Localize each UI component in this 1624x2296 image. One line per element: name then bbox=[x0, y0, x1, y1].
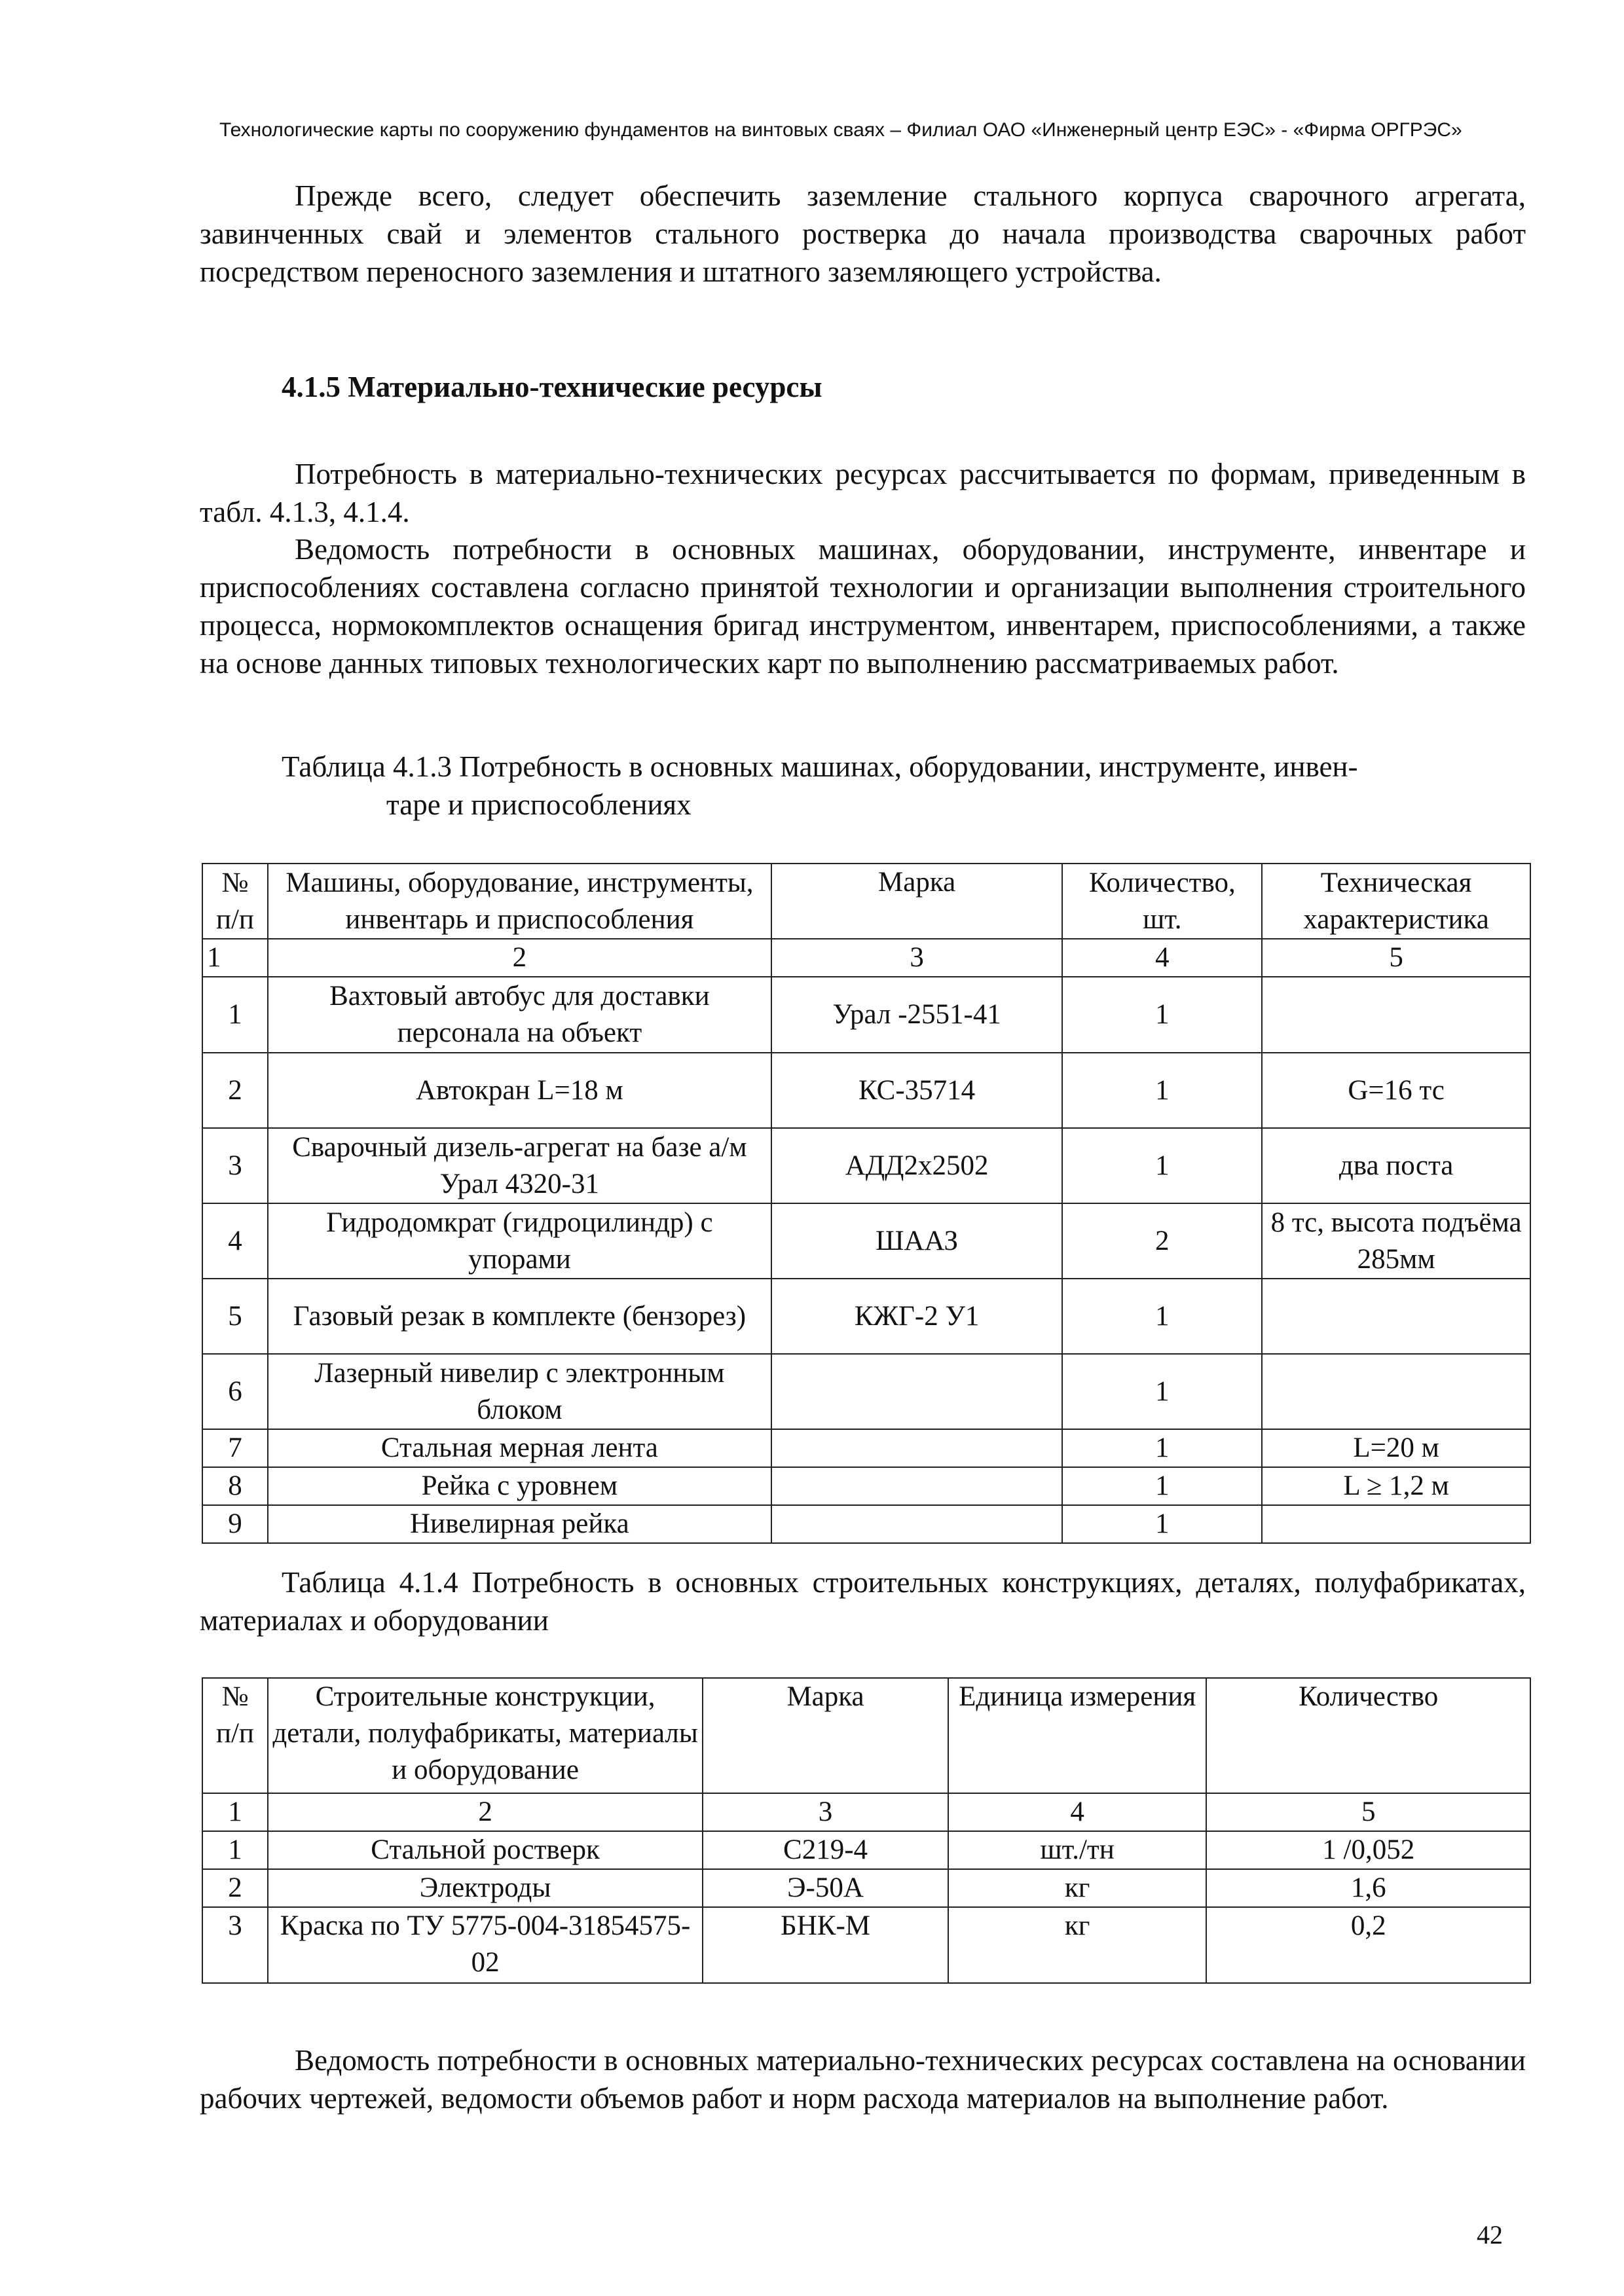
cell-brand: Урал -2551-41 bbox=[771, 977, 1063, 1053]
cell-name: Стальная мерная лента bbox=[268, 1429, 771, 1467]
cell-spec: G=16 тс bbox=[1262, 1053, 1530, 1128]
header-cell: Количество bbox=[1206, 1678, 1530, 1793]
header-cell: Строительные конструкции, детали, полуфабрикаты, материалы и оборудование bbox=[268, 1678, 703, 1793]
table-row bbox=[202, 1128, 1530, 1203]
header-cell: Марка bbox=[771, 864, 1063, 939]
cell-unit: шт./тн bbox=[948, 1831, 1207, 1869]
cell-spec bbox=[1262, 977, 1530, 1053]
table-row bbox=[202, 1467, 1530, 1505]
table-row bbox=[202, 1053, 1530, 1128]
table-row bbox=[202, 977, 1530, 1053]
column-number: 5 bbox=[1206, 1793, 1530, 1831]
cell-quantity: 1 /0,052 bbox=[1206, 1831, 1530, 1869]
cell-name: Газовый резак в комплекте (бензорез) bbox=[268, 1279, 771, 1354]
cell-unit: кг bbox=[948, 1869, 1207, 1907]
cell-brand: АДД2х2502 bbox=[771, 1128, 1063, 1203]
cell-brand: КЖГ-2 У1 bbox=[771, 1279, 1063, 1354]
header-cell: Машины, оборудование, инструменты, инвентарь и приспособления bbox=[268, 864, 771, 939]
final-paragraph: Ведомость потребности в основных материально-технических ресурсах составлена на основании рабочих чертежей, ведомости объемов работ и норм расхода материалов на выполнение работ. bbox=[200, 2044, 1526, 2115]
table-row bbox=[202, 1831, 1530, 1869]
cell-quantity: 1,6 bbox=[1206, 1869, 1530, 1907]
cell-number: 2 bbox=[202, 1053, 268, 1128]
cell-quantity: 1 bbox=[1062, 1128, 1262, 1203]
cell-number: 2 bbox=[202, 1869, 268, 1907]
cell-quantity: 1 bbox=[1062, 1053, 1262, 1128]
table-row bbox=[202, 1203, 1530, 1279]
cell-number: 7 bbox=[202, 1429, 268, 1467]
column-number: 1 bbox=[202, 939, 268, 977]
cell-quantity: 1 bbox=[1062, 1505, 1262, 1543]
cell-brand bbox=[771, 1354, 1063, 1429]
materials-table bbox=[202, 1677, 1531, 1984]
cell-name: Нивелирная рейка bbox=[268, 1505, 771, 1543]
column-number: 4 bbox=[948, 1793, 1207, 1831]
paragraph-statement: Ведомость потребности в основных машинах, оборудовании, инструменте, инвентаре и приспособлениях составлена согласно принятой технологии и организации выполнения строительного процесса, нормокомплектов оснащения бригад инструментом, инвентарем, приспособлениями, а также на основе данных типовых технологических карт по выполнению рассматриваемых работ. bbox=[200, 533, 1526, 680]
table-row bbox=[202, 1869, 1530, 1907]
column-number: 1 bbox=[202, 1793, 268, 1831]
cell-brand bbox=[771, 1467, 1063, 1505]
header-cell: Марка bbox=[703, 1678, 948, 1793]
table1-caption-line1: Таблица 4.1.3 Потребность в основных машинах, оборудовании, инструменте, инвен- bbox=[282, 750, 1358, 783]
cell-quantity: 1 bbox=[1062, 977, 1262, 1053]
cell-spec bbox=[1262, 1354, 1530, 1429]
cell-quantity: 1 bbox=[1062, 1429, 1262, 1467]
cell-spec bbox=[1262, 1279, 1530, 1354]
cell-number: 1 bbox=[202, 977, 268, 1053]
cell-unit: кг bbox=[948, 1907, 1207, 1983]
cell-quantity: 2 bbox=[1062, 1203, 1262, 1279]
table2-caption: Таблица 4.1.4 Потребность в основных строительных конструкциях, деталях, полуфабрикатах, материалах и оборудовании bbox=[200, 1566, 1526, 1637]
header-cell: Техническая характеристика bbox=[1262, 864, 1530, 939]
cell-name: Стальной ростверк bbox=[268, 1831, 703, 1869]
cell-name: Рейка с уровнем bbox=[268, 1467, 771, 1505]
cell-number: 8 bbox=[202, 1467, 268, 1505]
cell-quantity: 0,2 bbox=[1206, 1907, 1530, 1983]
cell-name: Электроды bbox=[268, 1869, 703, 1907]
column-number: 3 bbox=[703, 1793, 948, 1831]
column-number: 2 bbox=[268, 1793, 703, 1831]
cell-quantity: 1 bbox=[1062, 1467, 1262, 1505]
intro-paragraph: Прежде всего, следует обеспечить заземление стального корпуса сварочного агрегата, завинченных свай и элементов стального ростверка до начала производства сварочных работ посредством переносного заземления и штатного заземляющего устройства. bbox=[200, 179, 1526, 288]
header-cell: № п/п bbox=[202, 1678, 268, 1793]
paragraph-requirements: Потребность в материально-технических ресурсах рассчитывается по формам, приведенным в табл. 4.1.3, 4.1.4. bbox=[200, 458, 1526, 528]
cell-quantity: 1 bbox=[1062, 1354, 1262, 1429]
cell-number: 4 bbox=[202, 1203, 268, 1279]
cell-brand: Э-50А bbox=[703, 1869, 948, 1907]
header-cell: Единица измерения bbox=[948, 1678, 1207, 1793]
cell-name: Краска по ТУ 5775-004-31854575-02 bbox=[268, 1907, 703, 1983]
table-row bbox=[202, 1354, 1530, 1429]
section-heading: 4.1.5 Материально-технические ресурсы bbox=[282, 371, 822, 403]
cell-name: Лазерный нивелир с электронным блоком bbox=[268, 1354, 771, 1429]
cell-brand: БНК-М bbox=[703, 1907, 948, 1983]
cell-brand bbox=[771, 1429, 1063, 1467]
cell-number: 1 bbox=[202, 1831, 268, 1869]
cell-spec bbox=[1262, 1505, 1530, 1543]
cell-brand bbox=[771, 1505, 1063, 1543]
column-number: 3 bbox=[771, 939, 1063, 977]
table-row bbox=[202, 1505, 1530, 1543]
table-header-row bbox=[202, 1678, 1530, 1793]
cell-brand: ШААЗ bbox=[771, 1203, 1063, 1279]
cell-name: Сварочный дизель-агрегат на базе а/м Урал 4320-31 bbox=[268, 1128, 771, 1203]
table-header-row bbox=[202, 864, 1530, 939]
cell-quantity: 1 bbox=[1062, 1279, 1262, 1354]
column-number: 2 bbox=[268, 939, 771, 977]
table-row bbox=[202, 1429, 1530, 1467]
cell-spec: L ≥ 1,2 м bbox=[1262, 1467, 1530, 1505]
cell-name: Вахтовый автобус для доставки персонала на объект bbox=[268, 977, 771, 1053]
column-number: 4 bbox=[1062, 939, 1262, 977]
running-header: Технологические карты по сооружению фундаментов на винтовых сваях – Филиал ОАО «Инженерный центр ЕЭС» - «Фирма ОРГРЭС» bbox=[219, 119, 1462, 141]
cell-brand: С219-4 bbox=[703, 1831, 948, 1869]
cell-brand: КС-35714 bbox=[771, 1053, 1063, 1128]
table-row bbox=[202, 1279, 1530, 1354]
cell-number: 3 bbox=[202, 1907, 268, 1983]
page-number: 42 bbox=[1477, 2220, 1503, 2250]
table-row bbox=[202, 1907, 1530, 1983]
column-number-row bbox=[202, 939, 1530, 977]
cell-name: Автокран L=18 м bbox=[268, 1053, 771, 1128]
column-number-row bbox=[202, 1793, 1530, 1831]
cell-spec: 8 тс, высота подъёма 285мм bbox=[1262, 1203, 1530, 1279]
cell-number: 3 bbox=[202, 1128, 268, 1203]
cell-spec: L=20 м bbox=[1262, 1429, 1530, 1467]
machines-table bbox=[202, 863, 1531, 1544]
cell-number: 5 bbox=[202, 1279, 268, 1354]
cell-spec: два поста bbox=[1262, 1128, 1530, 1203]
table1-caption-line2: таре и приспособлениях bbox=[386, 788, 692, 821]
cell-number: 6 bbox=[202, 1354, 268, 1429]
cell-number: 9 bbox=[202, 1505, 268, 1543]
header-cell: № п/п bbox=[202, 864, 268, 939]
header-cell: Количество, шт. bbox=[1062, 864, 1262, 939]
cell-name: Гидродомкрат (гидроцилиндр) с упорами bbox=[268, 1203, 771, 1279]
column-number: 5 bbox=[1262, 939, 1530, 977]
